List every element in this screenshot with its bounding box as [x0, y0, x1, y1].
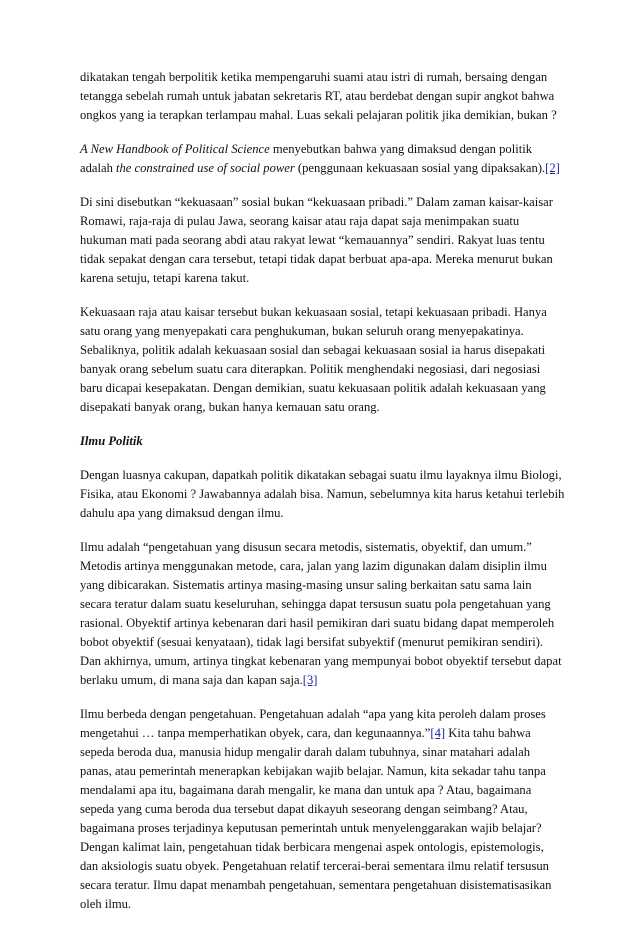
paragraph-text: Kita tahu bahwa sepeda beroda dua, manusia hidup mengalir darah dalam tubuhnya, sinar matahari adalah panas, atau pemerintah menerapkan kebijakan wajib belajar. Namun, kita sekadar tahu tanpa mendalami apa itu, bagaimana darah mengalir, ke mana dan untuk apa ? Atau, bagaimana sepeda yang cuma beroda dua tersebut dapat dikayuh seseorang dengan seimbang? Atau, bagaimana proses terjadinya keputusan pemerintah untuk menyelenggarakan wajib belajar? Dengan kalimat lain, pengetahuan tidak berbicara mengenai aspek ontologis, epistemologis, dan aksiologis suatu obyek. Pengetahuan relatif tercerai-berai sementara ilmu relatif tersusun secara teratur. Ilmu dapat menambah pengetahuan, sementara pengetahuan disistematisasikan oleh ilmu. [80, 726, 552, 911]
paragraph-personal-power: Kekuasaan raja atau kaisar tersebut bukan kekuasaan sosial, tetapi kekuasaan pribadi. Hanya satu orang yang menyepakati cara penghukuman, bukan seluruh orang menyepakatinya. Sebaliknya, politik adalah kekuasaan sosial dan sebagai kekuasaan sosial ia harus disepakati banyak orang sebelum suatu cara diterapkan. Politik menghendaki negosiasi, dari negosiasi baru dicapai kesepakatan. Dengan demikian, suatu kekuasaan politik adalah kekuasaan yang disepakati banyak orang, bukan hanya kemauan satu orang. [80, 305, 547, 414]
paragraph-science-definition [80, 538, 565, 690]
book-title: A New Handbook of Political Science [80, 142, 270, 156]
paragraph-text: Ilmu berbeda dengan pengetahuan. Pengetahuan adalah “apa yang kita peroleh dalam proses mengetahui … tanpa memperhatikan obyek, cara, dan kegunaannya.” [80, 707, 546, 740]
paragraph-knowledge [80, 705, 565, 914]
footnote-link-3[interactable]: [3] [302, 673, 318, 687]
document-page [80, 68, 565, 929]
paragraph-intro: dikatakan tengah berpolitik ketika mempengaruhi suami atau istri di rumah, bersaing dengan tetangga sebelah rumah untuk jabatan sekretaris RT, atau berdebat dengan supir angkot bahwa ongkos yang ia terapkan terlampau mahal. Luas sekali pelajaran politik jika demikian, bukan ? [80, 70, 557, 122]
paragraph-text: Ilmu adalah “pengetahuan yang disusun secara metodis, sistematis, obyektif, dan umum.” Metodis artinya menggunakan metode, cara, jalan yang lazim digunakan dalam disiplin ilmu yang dibicarakan. Sistematis artinya masing-masing unsur saling berkaitan satu sama lain secara teratur dalam suatu keseluruhan, sehingga dapat tersusun suatu pola pengetahuan yang rasional. Obyektif artinya kebenaran dari hasil pemikiran dari suatu bidang dapat memperoleh bobot obyektif (sesuai kenyataan), tidak lagi bersifat subyektif (menurut pemikiran sendiri). Dan akhirnya, umum, artinya tingkat kebenaran yang mempunyai bobot obyektif tersebut dapat berlaku umum, di mana saja dan kapan saja. [80, 540, 562, 687]
paragraph-text: (penggunaan kekuasaan sosial yang dipaksakan). [294, 161, 546, 175]
paragraph-text: menyebutkan bahwa yang dimaksud dengan politik adalah [80, 142, 532, 175]
footnote-link-2[interactable]: [2] [545, 161, 560, 175]
paragraph-definition [80, 140, 565, 178]
definition-phrase: the constrained use of social power [116, 161, 295, 175]
footnote-link-4[interactable]: [4] [430, 726, 446, 740]
paragraph-science-question: Dengan luasnya cakupan, dapatkah politik dikatakan sebagai suatu ilmu layaknya ilmu Biologi, Fisika, atau Ekonomi ? Jawabannya adalah bisa. Namun, sebelumnya kita harus ketahui terlebih dahulu apa yang dimaksud dengan ilmu. [80, 468, 565, 520]
paragraph-social-power: Di sini disebutkan “kekuasaan” sosial bukan “kekuasaan pribadi.” Dalam zaman kaisar-kaisar Romawi, raja-raja di pulau Jawa, seorang kaisar atau raja dapat saja menimpakan suatu hukuman mati pada seorang abdi atau rakyat lewat “kemauannya” sendiri. Rakyat luas tentu tidak sepakat dengan cara tersebut, tetapi tidak dapat berbuat apa-apa. Mereka menurut bukan karena setuju, tetapi karena takut. [80, 195, 553, 285]
section-heading: Ilmu Politik [80, 434, 143, 448]
